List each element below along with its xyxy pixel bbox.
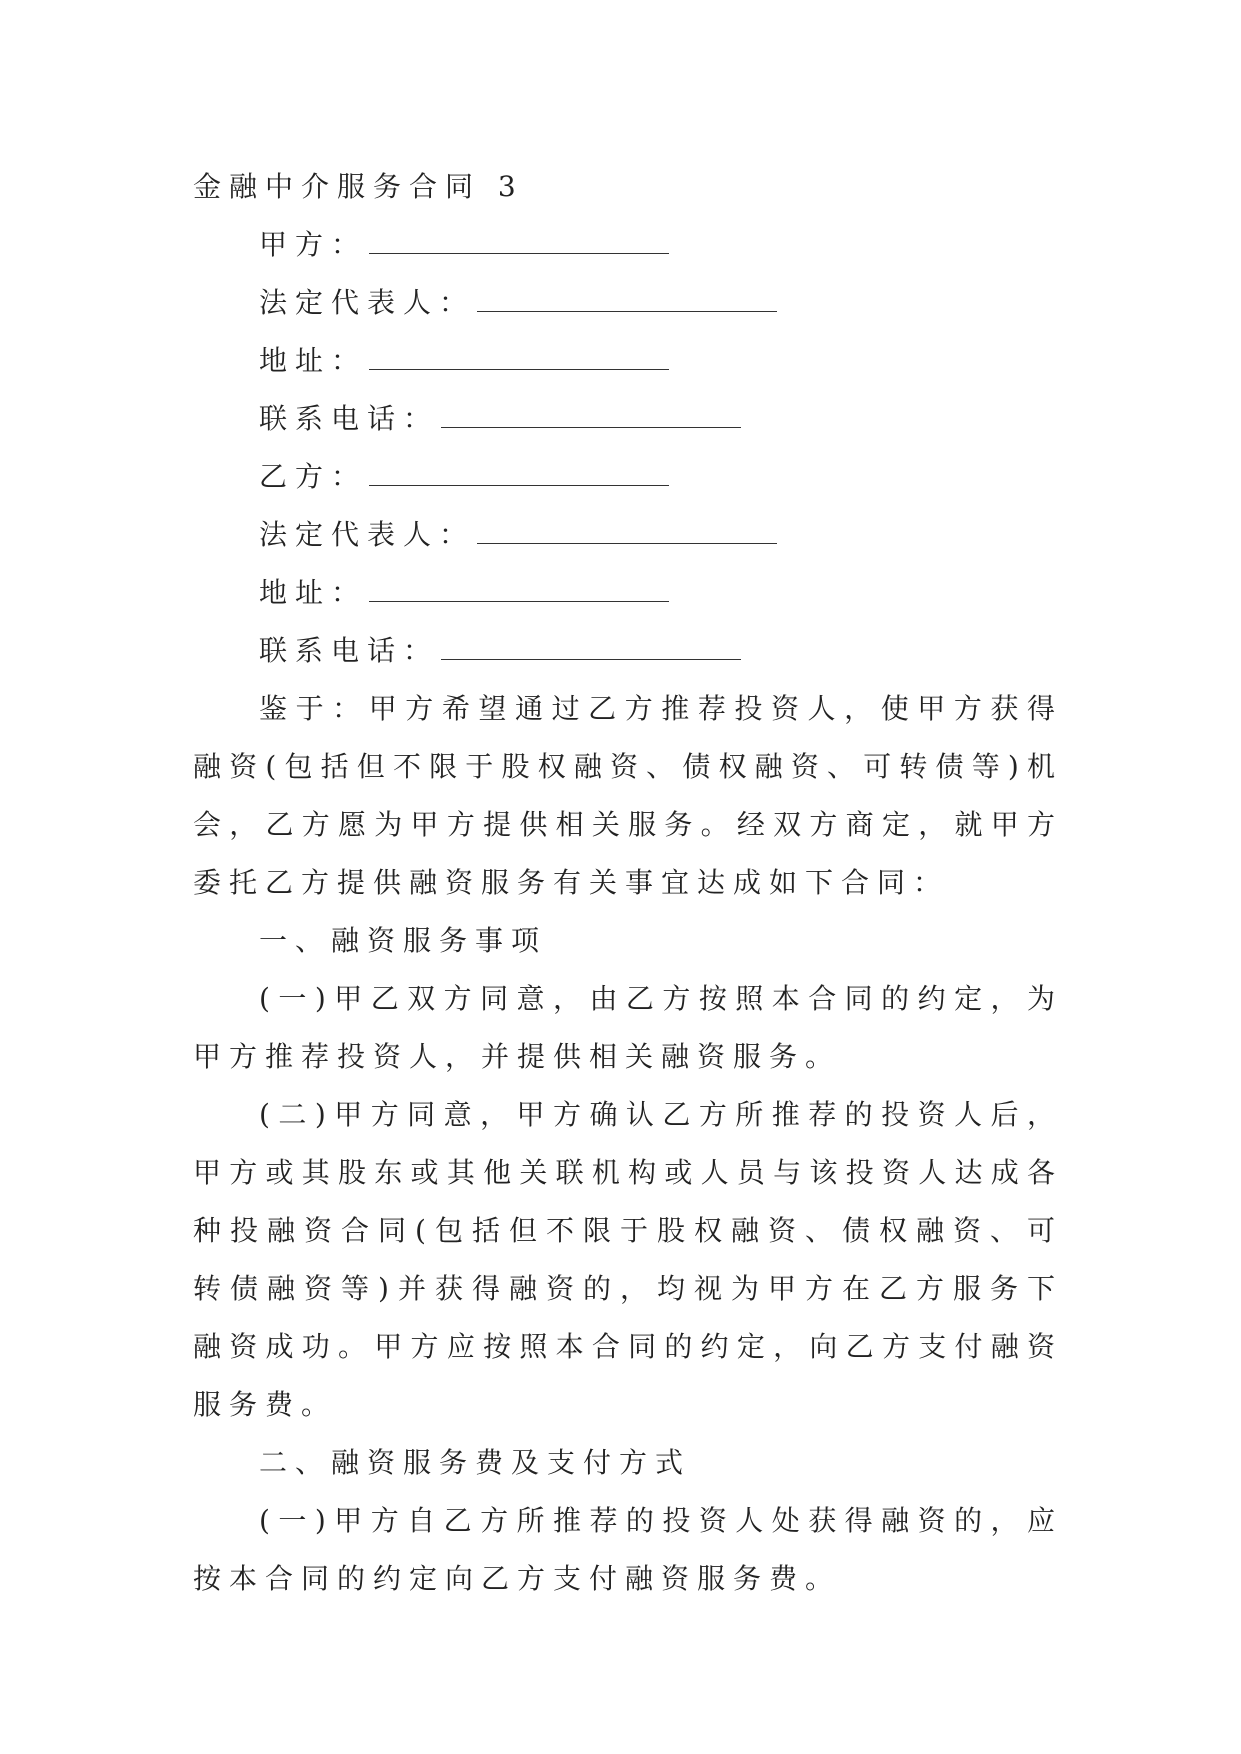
party-b-rep-label: 法定代表人： xyxy=(259,518,476,551)
party-b-address-row xyxy=(193,564,1063,622)
party-b-phone-row xyxy=(193,622,1063,680)
section-2-heading: 二、融资服务费及支付方式 xyxy=(259,1446,692,1479)
party-a-name-label: 甲方： xyxy=(259,228,368,261)
party-a-address-blank xyxy=(369,347,669,370)
party-b-name-blank xyxy=(369,463,669,486)
party-b-rep-blank xyxy=(477,521,777,544)
contract-body xyxy=(193,158,1063,1608)
party-b-phone-label: 联系电话： xyxy=(259,634,440,667)
party-b-address-label: 地址： xyxy=(259,576,368,609)
party-a-phone-blank xyxy=(441,405,741,428)
party-b-name-row xyxy=(193,448,1063,506)
party-a-name-blank xyxy=(369,231,669,254)
party-b-address-blank xyxy=(369,579,669,602)
party-b-phone-blank xyxy=(441,637,741,660)
party-a-phone-label: 联系电话： xyxy=(259,402,440,435)
party-a-rep-row xyxy=(193,274,1063,332)
party-a-phone-row xyxy=(193,390,1063,448)
section-2-item-1: (一)甲方自乙方所推荐的投资人处获得融资的，应按本合同的约定向乙方支付融资服务费。 xyxy=(193,1504,1063,1595)
section-1-heading: 一、融资服务事项 xyxy=(259,924,548,957)
preamble-paragraph: 鉴于：甲方希望通过乙方推荐投资人，使甲方获得融资(包括但不限于股权融资、债权融资、可转债等)机会，乙方愿为甲方提供相关服务。经双方商定，就甲方委托乙方提供融资服务有关事宜达成如下合同： xyxy=(193,692,1063,899)
party-b-rep-row xyxy=(193,506,1063,564)
party-a-rep-blank xyxy=(477,289,777,312)
party-b-name-label: 乙方： xyxy=(259,460,368,493)
party-a-rep-label: 法定代表人： xyxy=(259,286,476,319)
section-1-item-1: (一)甲乙双方同意，由乙方按照本合同的约定，为甲方推荐投资人，并提供相关融资服务。 xyxy=(193,982,1063,1073)
party-a-address-label: 地址： xyxy=(259,344,368,377)
party-a-name-row xyxy=(193,216,1063,274)
section-1-item-2: (二)甲方同意，甲方确认乙方所推荐的投资人后，甲方或其股东或其他关联机构或人员与该投资人达成各种投融资合同(包括但不限于股权融资、债权融资、可转债融资等)并获得融资的，均视为甲方在乙方服务下融资成功。甲方应按照本合同的约定，向乙方支付融资服务费。 xyxy=(193,1098,1063,1421)
document-title: 金融中介服务合同 3 xyxy=(193,170,524,203)
party-a-address-row xyxy=(193,332,1063,390)
